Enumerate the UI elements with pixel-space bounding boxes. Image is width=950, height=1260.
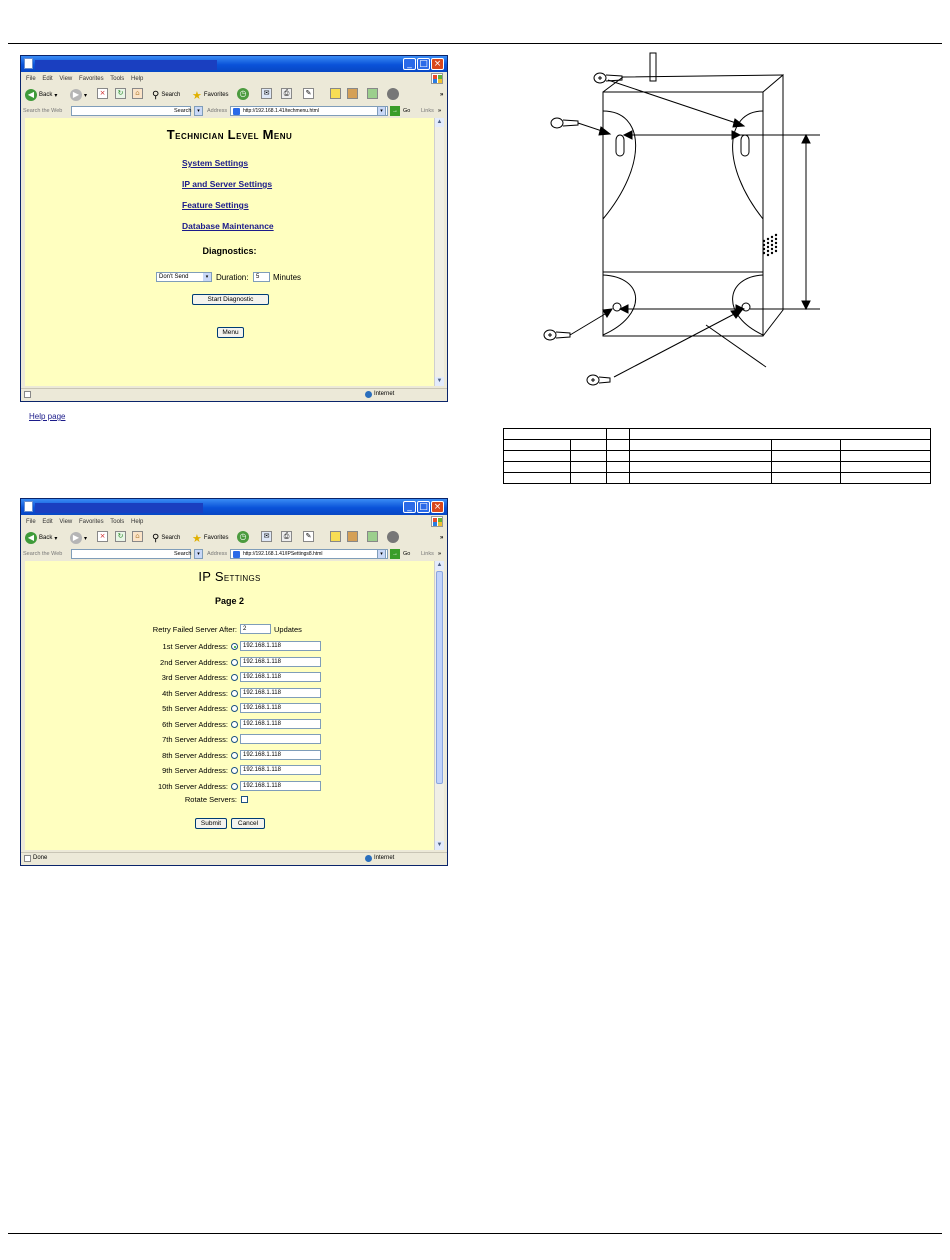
search-label: Search bbox=[161, 92, 181, 98]
server-address-input[interactable]: 192.168.1.118 bbox=[240, 781, 321, 791]
internet-zone-icon bbox=[365, 391, 372, 398]
page-status-icon bbox=[24, 391, 31, 398]
close-button[interactable]: × bbox=[431, 501, 444, 513]
server-address-label: 8th Server Address: bbox=[162, 751, 228, 760]
server-radio[interactable] bbox=[231, 736, 238, 743]
windows-logo-icon bbox=[431, 73, 443, 84]
keyhole-right bbox=[741, 135, 749, 156]
search-label: Search bbox=[161, 535, 181, 541]
send-select[interactable] bbox=[156, 272, 212, 282]
page-title: Technician Level Menu bbox=[166, 127, 293, 142]
table-cell bbox=[841, 473, 931, 484]
search-icon: ⚲ bbox=[152, 89, 160, 101]
server-address-input[interactable]: 192.168.1.118 bbox=[240, 750, 321, 760]
server-radio[interactable] bbox=[231, 674, 238, 681]
forward-button[interactable] bbox=[70, 531, 87, 545]
search-dropdown-arrow-icon[interactable]: ▾ bbox=[194, 106, 203, 116]
toolbar-extra-icon[interactable] bbox=[387, 88, 399, 100]
window-title-redacted bbox=[35, 503, 203, 513]
favorites-label: Favorites bbox=[203, 535, 229, 541]
server-radio[interactable] bbox=[231, 643, 238, 650]
internet-zone-icon bbox=[365, 855, 372, 862]
table-row bbox=[504, 429, 931, 440]
search-web-label: Search the Web bbox=[23, 551, 63, 557]
window-title-redacted bbox=[35, 60, 217, 70]
go-label[interactable]: Go bbox=[403, 108, 411, 114]
search-web-label: Search the Web bbox=[23, 108, 63, 114]
back-arrow-icon: ◀ bbox=[25, 89, 37, 101]
mail-icon[interactable]: ✉ bbox=[261, 531, 272, 542]
minimize-button[interactable]: _ bbox=[403, 58, 416, 70]
header-rule bbox=[8, 43, 942, 44]
dropdown-arrow-icon[interactable]: ▾ bbox=[84, 92, 88, 99]
vertical-scrollbar[interactable] bbox=[434, 118, 444, 386]
table-row bbox=[504, 440, 931, 451]
menu-bar bbox=[21, 515, 447, 528]
table-cell bbox=[841, 451, 931, 462]
messenger-icon[interactable] bbox=[367, 88, 378, 99]
rotate-servers-checkbox[interactable] bbox=[241, 796, 248, 803]
dropdown-arrow-icon[interactable]: ▾ bbox=[84, 535, 88, 542]
server-address-input[interactable]: 192.168.1.118 bbox=[240, 765, 321, 775]
send-select-value: Don't Send bbox=[159, 274, 189, 280]
dropdown-arrow-icon[interactable]: ▾ bbox=[54, 535, 58, 542]
table-cell bbox=[504, 462, 571, 473]
forward-arrow-icon: ▶ bbox=[70, 532, 82, 544]
toolbar-extra-icon[interactable] bbox=[387, 531, 399, 543]
scroll-down-icon[interactable]: ▼ bbox=[436, 842, 443, 848]
keyhole-left bbox=[616, 135, 624, 156]
browser-window-technician-menu bbox=[20, 55, 448, 421]
ip-server-settings-link[interactable]: IP and Server Settings bbox=[182, 179, 273, 189]
server-radio[interactable] bbox=[231, 659, 238, 666]
table-cell bbox=[607, 429, 630, 440]
search-web-input[interactable] bbox=[71, 549, 191, 559]
server-radio[interactable] bbox=[231, 721, 238, 728]
messenger-icon[interactable] bbox=[367, 531, 378, 542]
table-cell bbox=[630, 440, 772, 451]
server-radio[interactable] bbox=[231, 705, 238, 712]
table-row bbox=[504, 462, 931, 473]
search-icon: ⚲ bbox=[152, 532, 160, 544]
empty-spec-table bbox=[503, 428, 931, 484]
back-label: Back bbox=[39, 92, 53, 98]
favorites-star-icon: ★ bbox=[192, 89, 202, 102]
table-cell bbox=[504, 440, 571, 451]
screw-left-upper bbox=[551, 118, 578, 128]
toolbar-more-icon[interactable]: » bbox=[440, 92, 444, 98]
close-button[interactable]: × bbox=[431, 58, 444, 70]
status-bar bbox=[21, 852, 447, 865]
address-label: Address bbox=[207, 108, 228, 114]
windows-logo-icon bbox=[431, 516, 443, 527]
menu-help[interactable]: Help bbox=[130, 519, 144, 525]
minimize-button[interactable]: _ bbox=[403, 501, 416, 513]
menu-favorites[interactable]: Favorites bbox=[78, 519, 104, 525]
minutes-label: Minutes bbox=[273, 273, 302, 282]
search-button[interactable] bbox=[152, 88, 180, 102]
help-page-link[interactable]: Help page bbox=[29, 412, 66, 421]
retry-label: Retry Failed Server After: bbox=[152, 625, 237, 634]
server-address-input[interactable]: 192.168.1.118 bbox=[240, 672, 321, 682]
table-cell bbox=[630, 451, 772, 462]
server-address-label: 1st Server Address: bbox=[162, 642, 228, 651]
table-cell bbox=[841, 462, 931, 473]
back-button[interactable] bbox=[25, 88, 57, 102]
hole-left bbox=[613, 303, 621, 311]
back-button[interactable] bbox=[25, 531, 57, 545]
footer-rule bbox=[8, 1233, 942, 1234]
back-arrow-icon: ◀ bbox=[25, 532, 37, 544]
edit-icon[interactable]: ✎ bbox=[303, 88, 314, 99]
chevron-down-icon: ▾ bbox=[203, 273, 211, 281]
ie-icon bbox=[24, 501, 33, 512]
menu-view[interactable]: View bbox=[59, 76, 73, 82]
address-bar bbox=[21, 105, 447, 118]
menu-tools[interactable]: Tools bbox=[110, 76, 125, 82]
history-icon[interactable]: ◷ bbox=[237, 531, 249, 543]
zone-label: Internet bbox=[374, 391, 395, 397]
server-address-label: 3rd Server Address: bbox=[161, 673, 228, 682]
table-cell bbox=[630, 462, 772, 473]
server-address-label: 9th Server Address: bbox=[162, 766, 228, 775]
dropdown-arrow-icon[interactable]: ▾ bbox=[54, 92, 58, 99]
system-settings-link[interactable]: System Settings bbox=[182, 158, 249, 168]
server-address-label: 2nd Server Address: bbox=[160, 658, 228, 667]
favorites-button[interactable] bbox=[192, 88, 229, 102]
server-address-label: 7th Server Address: bbox=[162, 735, 228, 744]
search-button[interactable] bbox=[152, 531, 180, 545]
go-arrow-icon[interactable]: → bbox=[392, 551, 398, 557]
table-cell bbox=[571, 462, 607, 473]
table-cell bbox=[504, 429, 607, 440]
server-address-input[interactable]: 192.168.1.118 bbox=[240, 703, 321, 713]
standard-toolbar bbox=[21, 85, 447, 105]
speaker-grille bbox=[763, 234, 777, 256]
search-web-button[interactable]: Search bbox=[174, 108, 192, 114]
table-cell bbox=[607, 462, 630, 473]
forward-button[interactable] bbox=[70, 88, 87, 102]
table-cell bbox=[607, 473, 630, 484]
device-side bbox=[763, 75, 783, 336]
page-title: IP Settings bbox=[198, 569, 261, 584]
search-dropdown-arrow-icon[interactable]: ▾ bbox=[194, 549, 203, 559]
browser-window-ip-settings bbox=[20, 498, 448, 866]
vertical-scrollbar[interactable] bbox=[434, 561, 444, 850]
stop-icon[interactable]: × bbox=[97, 88, 108, 99]
back-label: Back bbox=[39, 535, 53, 541]
server-address-label: 4th Server Address: bbox=[162, 689, 228, 698]
table-cell bbox=[571, 473, 607, 484]
address-bar bbox=[21, 548, 447, 561]
mounting-diagram bbox=[530, 45, 950, 395]
server-radio[interactable] bbox=[231, 783, 238, 790]
table-cell bbox=[630, 429, 931, 440]
zone-label: Internet bbox=[374, 855, 395, 861]
server-address-input[interactable]: 192.168.1.118 bbox=[240, 657, 321, 667]
search-web-button[interactable]: Search bbox=[174, 551, 192, 557]
duration-label: Duration: bbox=[216, 273, 249, 282]
table-cell bbox=[772, 473, 841, 484]
maximize-button[interactable]: □ bbox=[417, 501, 430, 513]
scroll-up-icon[interactable]: ▲ bbox=[436, 562, 443, 568]
menu-file[interactable]: File bbox=[26, 519, 36, 525]
menu-view[interactable]: View bbox=[59, 519, 73, 525]
address-input[interactable]: http://192.168.1.41/techmenu.html bbox=[230, 106, 388, 116]
print-icon[interactable]: ⎙ bbox=[281, 88, 292, 99]
standard-toolbar bbox=[21, 528, 447, 548]
table-cell bbox=[607, 440, 630, 451]
maximize-button[interactable]: □ bbox=[417, 58, 430, 70]
database-maintenance-link[interactable]: Database Maintenance bbox=[182, 221, 274, 231]
menu-edit[interactable]: Edit bbox=[42, 519, 53, 525]
history-icon[interactable]: ◷ bbox=[237, 88, 249, 100]
table-cell bbox=[571, 451, 607, 462]
table-cell bbox=[772, 451, 841, 462]
server-radio[interactable] bbox=[231, 767, 238, 774]
menu-edit[interactable]: Edit bbox=[42, 76, 53, 82]
go-label[interactable]: Go bbox=[403, 551, 411, 557]
address-dropdown-arrow-icon[interactable]: ▾ bbox=[377, 106, 386, 116]
discuss-icon[interactable] bbox=[330, 88, 341, 99]
research-icon[interactable] bbox=[347, 88, 358, 99]
links-more-icon[interactable]: » bbox=[438, 108, 442, 114]
title-bar bbox=[21, 499, 447, 515]
menu-file[interactable]: File bbox=[26, 76, 36, 82]
server-address-input[interactable]: 192.168.1.118 bbox=[240, 688, 321, 698]
print-icon[interactable]: ⎙ bbox=[281, 531, 292, 542]
mail-icon[interactable]: ✉ bbox=[261, 88, 272, 99]
server-address-input[interactable]: 192.168.1.118 bbox=[240, 719, 321, 729]
rotate-servers-label: Rotate Servers: bbox=[184, 795, 237, 804]
screw-left-lower bbox=[544, 330, 570, 340]
page-title-text: echnician bbox=[175, 130, 225, 142]
server-radio[interactable] bbox=[231, 690, 238, 697]
retry-input[interactable]: 2 bbox=[240, 624, 271, 634]
table-row bbox=[504, 473, 931, 484]
table-cell bbox=[630, 473, 772, 484]
search-web-input[interactable] bbox=[71, 106, 191, 116]
discuss-icon[interactable] bbox=[330, 531, 341, 542]
status-bar bbox=[21, 388, 447, 401]
server-address-label: 6th Server Address: bbox=[162, 720, 228, 729]
server-address-label: 10th Server Address: bbox=[157, 782, 228, 791]
menu-button[interactable]: Menu bbox=[217, 327, 244, 338]
menu-favorites[interactable]: Favorites bbox=[78, 76, 104, 82]
address-dropdown-arrow-icon[interactable]: ▾ bbox=[377, 549, 386, 559]
menu-bar bbox=[21, 72, 447, 85]
links-label[interactable]: Links bbox=[421, 108, 434, 114]
server-radio[interactable] bbox=[231, 752, 238, 759]
scroll-thumb[interactable] bbox=[436, 571, 443, 784]
page-status-icon bbox=[24, 855, 31, 862]
title-bar bbox=[21, 56, 447, 72]
table-cell bbox=[571, 440, 607, 451]
favorites-button[interactable] bbox=[192, 531, 229, 545]
updates-label: Updates bbox=[274, 625, 302, 634]
scroll-down-icon[interactable]: ▼ bbox=[436, 378, 443, 384]
table-cell bbox=[772, 462, 841, 473]
ie-icon bbox=[24, 58, 33, 69]
table-cell bbox=[772, 440, 841, 451]
start-diagnostic-button[interactable]: Start Diagnostic bbox=[192, 294, 269, 305]
go-arrow-icon[interactable]: → bbox=[392, 108, 398, 114]
cancel-button[interactable]: Cancel bbox=[231, 818, 265, 829]
address-label: Address bbox=[207, 551, 228, 557]
diagnostics-heading: Diagnostics: bbox=[202, 246, 257, 256]
table-cell bbox=[504, 451, 571, 462]
toolbar-more-icon[interactable]: » bbox=[440, 535, 444, 541]
page-number-label: Page 2 bbox=[214, 596, 245, 606]
stop-icon[interactable]: × bbox=[97, 531, 108, 542]
device-top bbox=[603, 75, 783, 92]
status-text: Done bbox=[33, 855, 48, 861]
favorites-label: Favorites bbox=[203, 92, 229, 98]
table-cell bbox=[607, 451, 630, 462]
menu-tools[interactable]: Tools bbox=[110, 519, 125, 525]
scroll-up-icon[interactable]: ▲ bbox=[436, 119, 443, 125]
server-address-input[interactable] bbox=[240, 734, 321, 744]
duration-input[interactable]: 5 bbox=[253, 272, 270, 282]
home-icon[interactable]: ⌂ bbox=[132, 531, 143, 542]
links-more-icon[interactable]: » bbox=[438, 551, 442, 557]
device-front bbox=[603, 92, 763, 336]
research-icon[interactable] bbox=[347, 531, 358, 542]
links-label[interactable]: Links bbox=[421, 551, 434, 557]
forward-arrow-icon: ▶ bbox=[70, 89, 82, 101]
home-icon[interactable]: ⌂ bbox=[132, 88, 143, 99]
table-cell bbox=[504, 473, 571, 484]
submit-button[interactable]: Submit bbox=[195, 818, 227, 829]
refresh-icon[interactable]: ↻ bbox=[115, 531, 126, 542]
page-content bbox=[25, 561, 434, 850]
table-row bbox=[504, 451, 931, 462]
address-input[interactable]: http://192.168.1.41/IPSettings8.html bbox=[230, 549, 388, 559]
menu-help[interactable]: Help bbox=[130, 76, 144, 82]
refresh-icon[interactable]: ↻ bbox=[115, 88, 126, 99]
screw-bottom bbox=[587, 375, 610, 385]
server-address-input[interactable]: 192.168.1.118 bbox=[240, 641, 321, 651]
server-address-label: 5th Server Address: bbox=[162, 704, 228, 713]
feature-settings-link[interactable]: Feature Settings bbox=[182, 200, 249, 210]
favorites-star-icon: ★ bbox=[192, 532, 202, 545]
edit-icon[interactable]: ✎ bbox=[303, 531, 314, 542]
table-cell bbox=[841, 440, 931, 451]
